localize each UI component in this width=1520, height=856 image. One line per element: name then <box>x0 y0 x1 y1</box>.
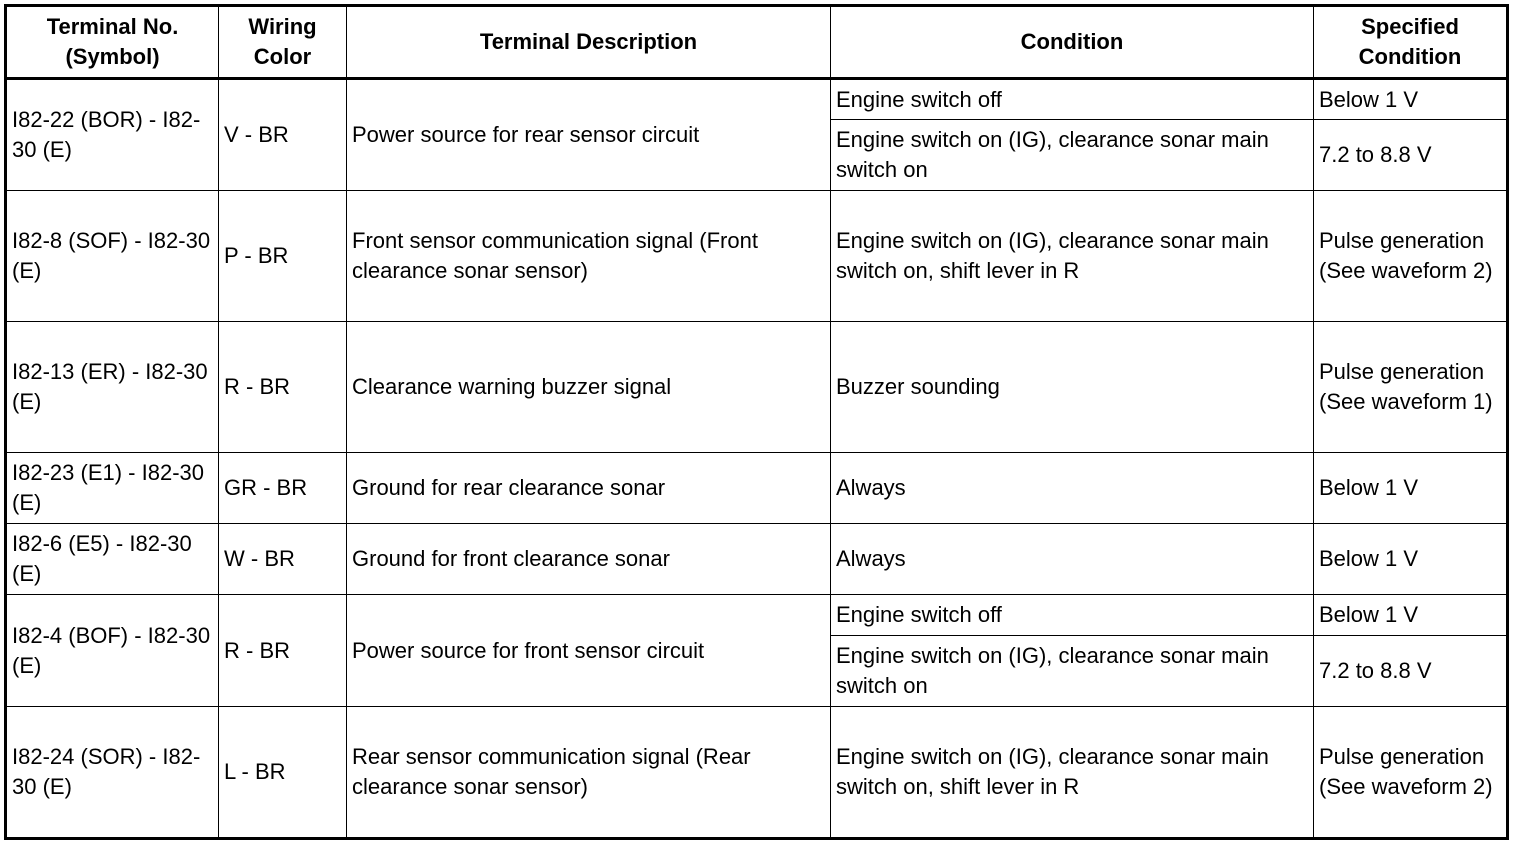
condition-cell: Engine switch on (IG), clearance sonar main switch on, shift lever in R <box>831 191 1314 322</box>
table-row <box>7 322 1507 453</box>
description-cell: Power source for front sensor circuit <box>347 595 831 707</box>
specified-condition-cell: 7.2 to 8.8 V <box>1314 636 1507 707</box>
terminal-spec-table <box>6 6 1507 838</box>
header-terminal-description: Terminal Description <box>347 7 831 79</box>
terminal-cell: I82-22 (BOR) - I82-30 (E) <box>7 79 219 191</box>
wiring-color-cell: W - BR <box>219 524 347 595</box>
header-terminal: Terminal No. (Symbol) <box>7 7 219 79</box>
wiring-color-cell: V - BR <box>219 79 347 191</box>
description-cell: Rear sensor communication signal (Rear clearance sonar sensor) <box>347 707 831 838</box>
header-condition: Condition <box>831 7 1314 79</box>
header-row <box>7 7 1507 79</box>
condition-cell: Buzzer sounding <box>831 322 1314 453</box>
table-row <box>7 707 1507 838</box>
terminal-cell: I82-23 (E1) - I82-30 (E) <box>7 453 219 524</box>
condition-cell: Engine switch on (IG), clearance sonar main switch on <box>831 120 1314 191</box>
condition-cell: Always <box>831 453 1314 524</box>
wiring-color-cell: R - BR <box>219 322 347 453</box>
terminal-cell: I82-6 (E5) - I82-30 (E) <box>7 524 219 595</box>
header-specified-condition: Specified Condition <box>1314 7 1507 79</box>
table-row <box>7 595 1507 636</box>
specified-condition-cell: Below 1 V <box>1314 453 1507 524</box>
description-cell: Front sensor communication signal (Front clearance sonar sensor) <box>347 191 831 322</box>
specified-condition-cell: 7.2 to 8.8 V <box>1314 120 1507 191</box>
terminal-cell: I82-13 (ER) - I82-30 (E) <box>7 322 219 453</box>
specified-condition-cell: Pulse generation (See waveform 1) <box>1314 322 1507 453</box>
wiring-color-cell: P - BR <box>219 191 347 322</box>
terminal-cell: I82-24 (SOR) - I82-30 (E) <box>7 707 219 838</box>
wiring-color-cell: GR - BR <box>219 453 347 524</box>
specified-condition-cell: Below 1 V <box>1314 595 1507 636</box>
specified-condition-cell: Below 1 V <box>1314 79 1507 120</box>
condition-cell: Always <box>831 524 1314 595</box>
description-cell: Ground for front clearance sonar <box>347 524 831 595</box>
specified-condition-cell: Below 1 V <box>1314 524 1507 595</box>
description-cell: Ground for rear clearance sonar <box>347 453 831 524</box>
specified-condition-cell: Pulse generation (See waveform 2) <box>1314 191 1507 322</box>
table-row <box>7 79 1507 120</box>
header-wiring-color: Wiring Color <box>219 7 347 79</box>
specified-condition-cell: Pulse generation (See waveform 2) <box>1314 707 1507 838</box>
description-cell: Power source for rear sensor circuit <box>347 79 831 191</box>
wiring-color-cell: R - BR <box>219 595 347 707</box>
table-row <box>7 453 1507 524</box>
terminal-cell: I82-8 (SOF) - I82-30 (E) <box>7 191 219 322</box>
condition-cell: Engine switch on (IG), clearance sonar main switch on, shift lever in R <box>831 707 1314 838</box>
description-cell: Clearance warning buzzer signal <box>347 322 831 453</box>
table-row <box>7 191 1507 322</box>
terminal-cell: I82-4 (BOF) - I82-30 (E) <box>7 595 219 707</box>
condition-cell: Engine switch off <box>831 79 1314 120</box>
condition-cell: Engine switch off <box>831 595 1314 636</box>
table-row <box>7 524 1507 595</box>
wiring-color-cell: L - BR <box>219 707 347 838</box>
condition-cell: Engine switch on (IG), clearance sonar main switch on <box>831 636 1314 707</box>
